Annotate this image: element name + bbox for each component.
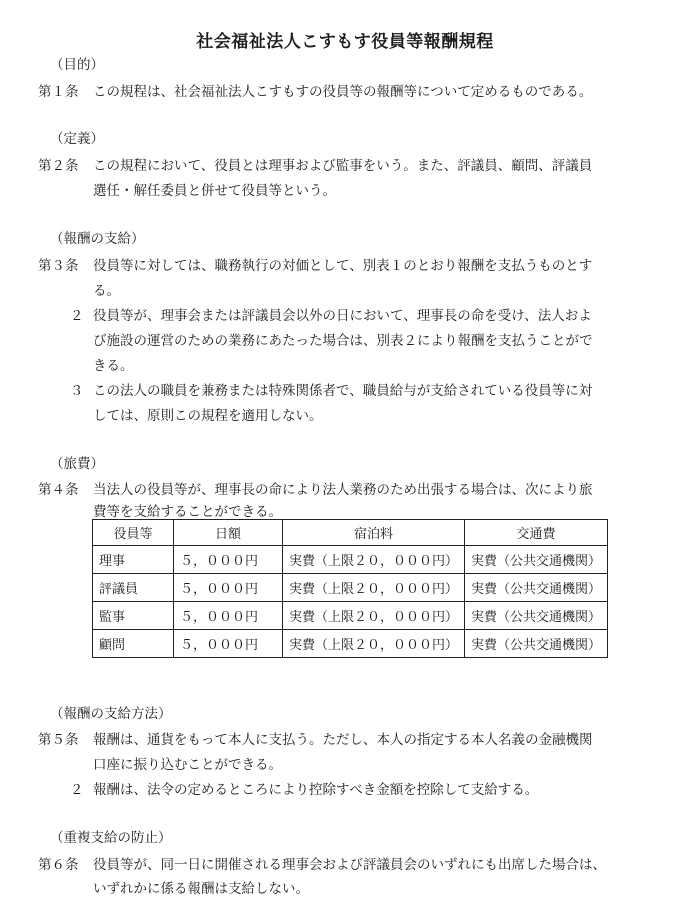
article-2-text-line: この規程において、役員とは理事および監事をいう。また、評議員、顧問、評議員 <box>93 158 593 174</box>
article-6-number: 第６条 <box>38 857 79 873</box>
table-header-row <box>93 520 608 546</box>
article-3-paragraph-2-number: ２ <box>70 308 84 324</box>
article-2-heading: （定義） <box>50 131 104 147</box>
article-6-text-line: 役員等が、同一日に開催される理事会および評議員会のいずれにも出席した場合は、 <box>93 857 606 873</box>
table-header-cell: 役員等 <box>93 520 174 546</box>
table-cell: ５，０００円 <box>174 602 283 630</box>
table-cell: 実費（上限２０，０００円） <box>283 602 465 630</box>
table-cell: 実費（公共交通機関） <box>465 574 608 602</box>
table-cell: 顧問 <box>93 630 174 658</box>
table-row <box>93 602 608 630</box>
table-cell: ５，０００円 <box>174 630 283 658</box>
article-3-text-line: る。 <box>93 283 120 299</box>
table-header-cell: 宿泊料 <box>283 520 465 546</box>
article-4-number: 第４条 <box>38 482 79 498</box>
article-3-number: 第３条 <box>38 258 79 274</box>
article-5-number: 第５条 <box>38 732 79 748</box>
article-4-heading: （旅費） <box>50 456 104 472</box>
article-1-number: 第１条 <box>38 84 79 100</box>
article-3-paragraph-2-line: きる。 <box>93 358 134 374</box>
table-cell: 実費（公共交通機関） <box>465 546 608 574</box>
article-1-text: この規程は、社会福祉法人こすもすの役員等の報酬等について定めるものである。 <box>93 84 593 100</box>
article-3-paragraph-3-line: この法人の職員を兼務または特殊関係者で、職員給与が支給されている役員等に対 <box>93 383 593 399</box>
article-3-heading: （報酬の支給） <box>50 231 145 247</box>
table-cell: ５，０００円 <box>174 546 283 574</box>
table-row <box>93 546 608 574</box>
table-cell: 実費（上限２０，０００円） <box>283 546 465 574</box>
table-cell: 実費（公共交通機関） <box>465 602 608 630</box>
article-5-paragraph-2-number: ２ <box>70 782 84 798</box>
table-cell: 理事 <box>93 546 174 574</box>
article-5-text-line: 報酬は、通貨をもって本人に支払う。ただし、本人の指定する本人名義の金融機関 <box>93 732 593 748</box>
article-2-number: 第２条 <box>38 158 79 174</box>
table-row <box>93 630 608 658</box>
travel-expense-table <box>92 519 608 658</box>
article-4-text-line: 費等を支給することができる。 <box>93 504 282 520</box>
article-6-heading: （重複支給の防止） <box>50 830 172 846</box>
table-header-cell: 交通費 <box>465 520 608 546</box>
article-3-paragraph-2-line: 役員等が、理事会または評議員会以外の日において、理事長の命を受け、法人およ <box>93 308 592 324</box>
article-1-heading: （目的） <box>50 57 104 73</box>
article-4-text-line: 当法人の役員等が、理事長の命により法人業務のため出張する場合は、次により旅 <box>93 482 593 498</box>
article-3-paragraph-3-number: ３ <box>70 383 84 399</box>
article-3-text-line: 役員等に対しては、職務執行の対価として、別表１のとおり報酬を支払うものとす <box>93 258 593 274</box>
article-5-text-line: 口座に振り込むことができる。 <box>93 757 282 773</box>
article-2-text-line: 選任・解任委員と併せて役員等という。 <box>93 183 336 199</box>
table-cell: 監事 <box>93 602 174 630</box>
table-cell: 実費（公共交通機関） <box>465 630 608 658</box>
table-cell: 実費（上限２０，０００円） <box>283 630 465 658</box>
table-cell: 実費（上限２０，０００円） <box>283 574 465 602</box>
table-row <box>93 574 608 602</box>
article-6-text-line: いずれかに係る報酬は支給しない。 <box>93 881 309 897</box>
article-5-heading: （報酬の支給方法） <box>50 706 172 722</box>
table-cell: 評議員 <box>93 574 174 602</box>
document-title: 社会福祉法人こすもす役員等報酬規程 <box>196 32 494 52</box>
article-3-paragraph-2-line: び施設の運営のための業務にあたった場合は、別表２により報酬を支払うことがで <box>93 333 593 349</box>
article-3-paragraph-3-line: しては、原則この規程を適用しない。 <box>93 408 323 424</box>
table-cell: ５，０００円 <box>174 574 283 602</box>
article-5-paragraph-2-line: 報酬は、法令の定めるところにより控除すべき金額を控除して支給する。 <box>93 782 539 798</box>
table-header-cell: 日額 <box>174 520 283 546</box>
